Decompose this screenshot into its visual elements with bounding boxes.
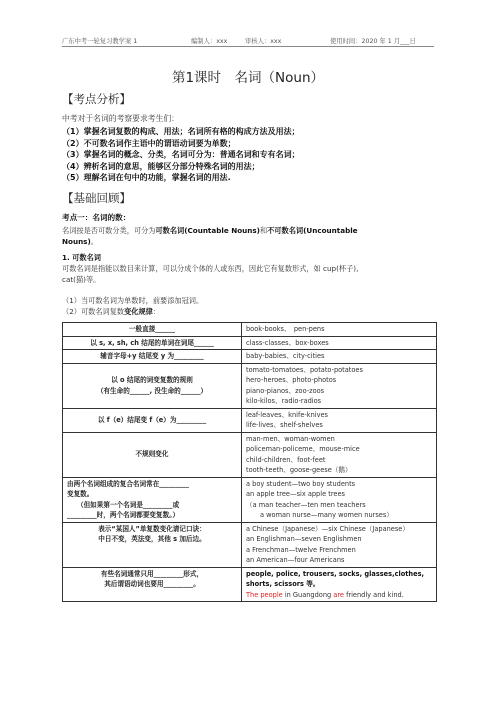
note2-pre: （2）可数名词复数 — [62, 307, 125, 316]
example-line: an Englishman—seven Englishmen — [246, 535, 362, 543]
rule-cell — [63, 363, 242, 408]
plural-rules-table — [62, 322, 437, 602]
example-line: shorts, scissors 等。 — [246, 580, 320, 588]
section-heading-analysis: 【考点分析】 — [62, 92, 131, 106]
rule-cell — [63, 477, 242, 522]
para-classification — [62, 226, 434, 247]
header-divider — [62, 46, 434, 47]
para-countable-def — [62, 264, 434, 285]
para1-pre: 名词按是否可数分类，可分为 — [62, 226, 156, 235]
rule-line: 有些名词通常只用_________形式， — [100, 569, 204, 578]
example-cell — [242, 477, 437, 522]
header-time: 使用时间：2020 年 1 月___日 — [330, 38, 416, 45]
rule-cell — [63, 567, 242, 602]
rule-line: _________时，两个名词都要变复数。） — [67, 511, 180, 519]
point-item: （4）辨析名词的意思，能够区分部分特殊名词的用法； — [62, 161, 260, 171]
header-editor: 编制人：xxx — [191, 38, 228, 45]
para2-line: 可数名词是指能以数目来计算，可以分成个体的人或东西，因此它有复数形式，如 cup(杯子), — [62, 264, 359, 273]
example-line: tooth-teeth、goose-geese（鹅） — [246, 466, 352, 474]
para1-end: 。 — [90, 236, 98, 246]
table-row — [63, 477, 437, 522]
countable-term: 可数名词(Countable Nouns) — [155, 226, 260, 235]
example-cell: baby-babies、city-cities — [242, 350, 437, 364]
rule-cell: 以 f（e）结尾变 f（e）为_________ — [63, 408, 242, 432]
example-line: tomato-tomatoes、potato-potatoes — [246, 365, 363, 374]
example-line: an apple tree—six apple trees — [246, 490, 345, 498]
intro-text: 中考对于名词的考察要求考生们： — [62, 114, 179, 123]
rule-line: （有生命的______, 没生命的______） — [96, 386, 208, 395]
point-item: （5）理解名词在句中的功能，掌握名词的用法. — [62, 173, 231, 183]
header-reviewer: 审核人：xxx — [245, 38, 282, 45]
table-row — [63, 567, 437, 602]
rule-cell — [63, 522, 242, 567]
example-cell: class-classes、box-boxes — [242, 336, 437, 350]
rule-cell: 以 s, x, sh, ch 结尾的单词在词尾______ — [63, 336, 242, 350]
example-cell — [242, 522, 437, 567]
table-row — [63, 323, 437, 337]
uncountable-term: 不可数名词(Uncountable — [267, 226, 358, 235]
example-cell — [242, 432, 437, 477]
rule-cell: 一般直接______ — [63, 323, 242, 337]
table-row — [63, 363, 437, 408]
rule-line: 由两个名词组成的复合名词常在_________ — [67, 479, 189, 488]
example-cell — [242, 567, 437, 602]
note-article: （1）当可数名词为单数时，前要添加冠词。 — [62, 296, 204, 305]
table-row — [63, 350, 437, 364]
example-line: kilo-kilos、radio-radios — [246, 397, 322, 405]
sub-heading-countable: 1. 可数名词 — [62, 253, 101, 262]
rule-cell: 辅音字母+y 结尾变 y 为_________ — [63, 350, 242, 364]
rule-line: 中日不变，英法变，其他 s 加后边。 — [98, 535, 206, 543]
example-cell — [242, 408, 437, 432]
example-line: hero-heroes、photo-photos — [246, 376, 337, 384]
note-plural-rules — [62, 307, 434, 318]
points-list — [62, 126, 300, 184]
example-line: people, police, trousers, socks, glasses,clothes, — [246, 569, 425, 578]
example-line: leaf-leaves、knife-knives — [246, 410, 328, 419]
example-line: an American—four Americans — [246, 556, 345, 564]
example-fragment: in Guangdong — [282, 590, 334, 599]
rule-line: 其后谓语动词也要用_________。 — [104, 580, 200, 588]
example-line: a woman nurse—many women nurses） — [260, 511, 393, 519]
highlight-word: The people — [246, 590, 283, 599]
table-row — [63, 408, 437, 432]
example-line: child-children、foot-feet — [246, 455, 326, 464]
point-item: （3）掌握名词的概念、分类，名词可分为：普通名词和专有名词； — [62, 150, 300, 160]
kaodian-heading: 考点一：名词的数： — [62, 213, 131, 222]
example-line: （a man teacher—ten men teachers — [246, 500, 366, 509]
example-line: piano-pianos、zoo-zoos — [246, 386, 325, 395]
point-item: （1）掌握名词复数的构成、用法；名词所有格的构成方法及用法； — [62, 127, 300, 136]
header-course: 广东中考一轮复习教学案 1 — [62, 38, 138, 45]
rule-line: 变复数。 — [67, 490, 94, 498]
rule-line: 表示“某国人”单复数变化请记口诀： — [98, 524, 206, 533]
example-cell: book-books、 pen-pens — [242, 323, 437, 337]
example-line: a Frenchman—twelve Frenchmen — [246, 545, 356, 554]
table-row — [63, 336, 437, 350]
note2-end: ： — [152, 307, 161, 316]
section-heading-review: 【基础回顾】 — [62, 191, 131, 205]
uncountable-term-cont: Nouns) — [62, 236, 91, 246]
example-fragment: friendly and kind. — [343, 590, 404, 599]
table-row — [63, 432, 437, 477]
para2-line: cat(猫)等。 — [62, 274, 101, 284]
example-line: man-men、woman-women — [246, 434, 335, 443]
rule-cell: 不规则变化 — [63, 432, 242, 477]
point-item: （2）不可数名词作主语中的谓语动词要为单数； — [62, 138, 236, 148]
note2-bold: 变化规律 — [124, 307, 153, 316]
rule-line: （但如果第一个名词是_________或 — [77, 500, 180, 509]
table-row — [63, 522, 437, 567]
page-title: 第1课时 名词（Noun） — [171, 70, 325, 86]
example-line: a Chinese（Japanese）—six Chinese（Japanese） — [246, 524, 409, 533]
example-line: life-lives、shelf-shelves — [246, 421, 323, 429]
example-line: a boy student—two boy students — [246, 479, 356, 488]
para1-and: 和 — [259, 226, 268, 235]
rule-line: 以 o 结尾的词变复数的规则 — [111, 376, 193, 384]
highlight-word: are — [333, 590, 344, 599]
example-line: policeman-policeme、mouse-mice — [246, 445, 360, 453]
example-cell — [242, 363, 437, 408]
